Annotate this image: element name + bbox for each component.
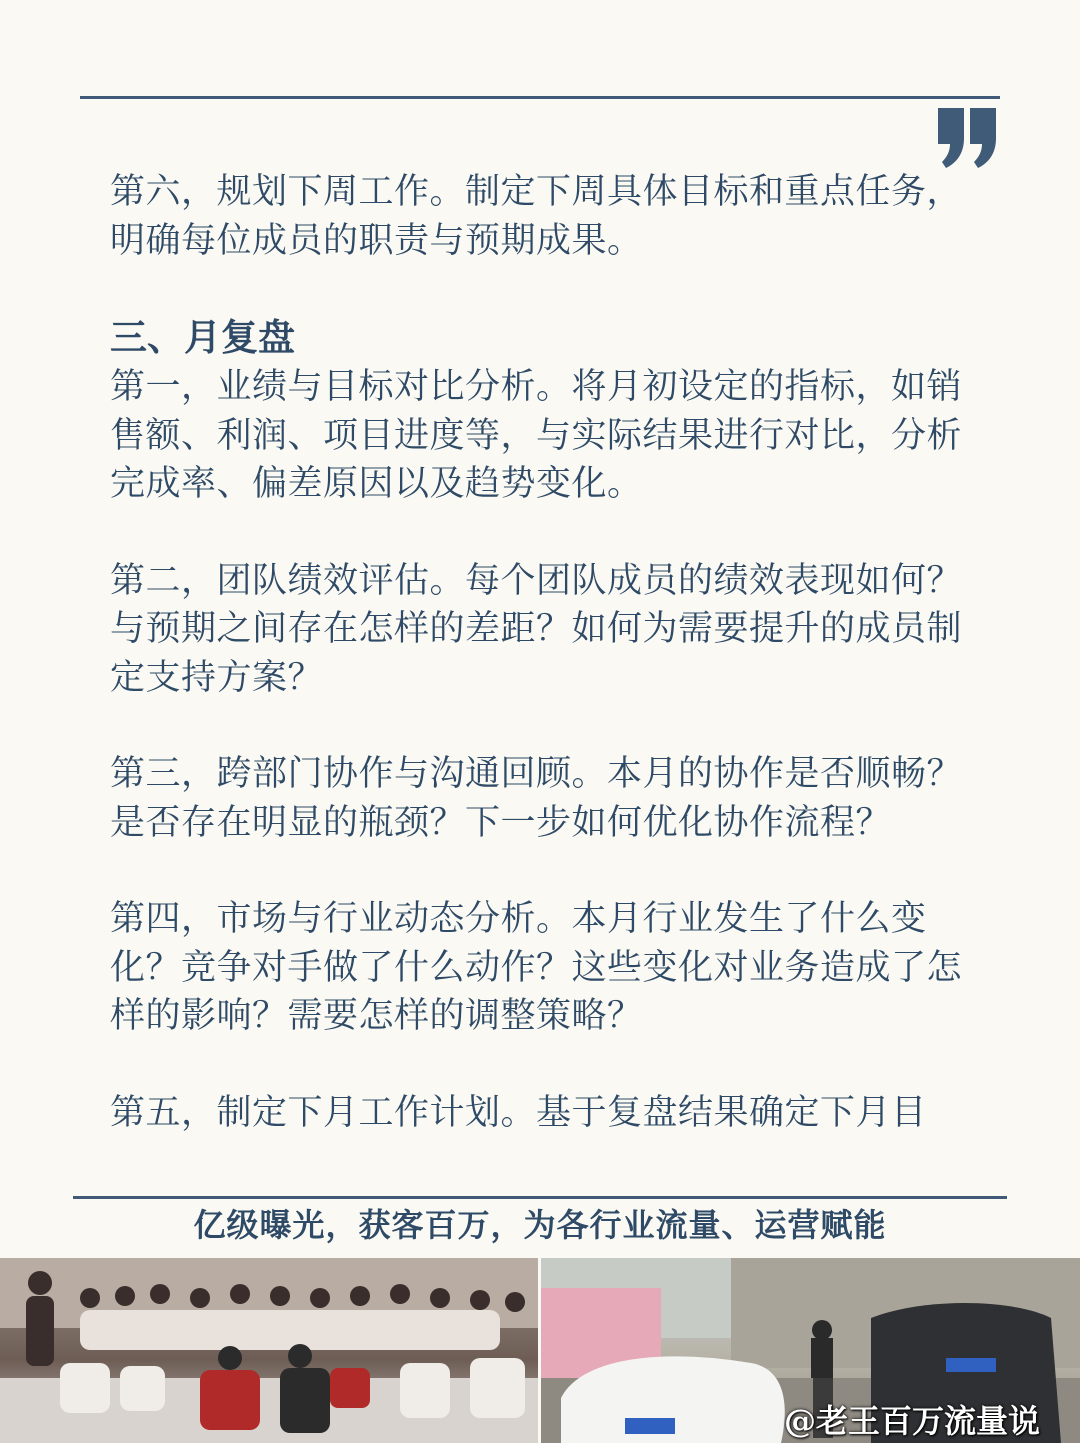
slogan: 亿级曝光，获客百万，为各行业流量、运营赋能 xyxy=(193,1206,887,1244)
list-item: 第三，跨部门协作与沟通回顾。本月的协作是否顺畅？是否存在明显的瓶颈？下一步如何优化协作流程？ xyxy=(110,754,963,843)
section-heading: 三、月复盘 xyxy=(110,316,295,359)
top-divider xyxy=(80,96,1000,99)
monthly-review-section xyxy=(110,313,970,1137)
article-body xyxy=(110,168,970,1194)
list-item: 第四，市场与行业动态分析。本月行业发生了什么变化？竞争对手做了什么动作？这些变化对业务造成了怎样的影响？需要怎样的调整策略？ xyxy=(110,899,963,1036)
team-group-photo xyxy=(0,1258,538,1443)
closing-quote-icon xyxy=(936,104,1000,170)
list-item: 第一，业绩与目标对比分析。将月初设定的指标，如销售额、利润、项目进度等，与实际结果进行对比，分析完成率、偏差原因以及趋势变化。 xyxy=(110,367,963,504)
list-item: 第五，制定下月工作计划。基于复盘结果确定下月目 xyxy=(110,1092,927,1133)
paragraph: 第六，规划下周工作。制定下周具体目标和重点任务，明确每位成员的职责与预期成果。 xyxy=(110,172,963,261)
list-item: 第二，团队绩效评估。每个团队成员的绩效表现如何？与预期之间存在怎样的差距？如何为需要提升的成员制定支持方案？ xyxy=(110,560,963,698)
bottom-divider xyxy=(73,1196,1007,1199)
author-watermark: @老王百万流量说 xyxy=(783,1402,1040,1440)
